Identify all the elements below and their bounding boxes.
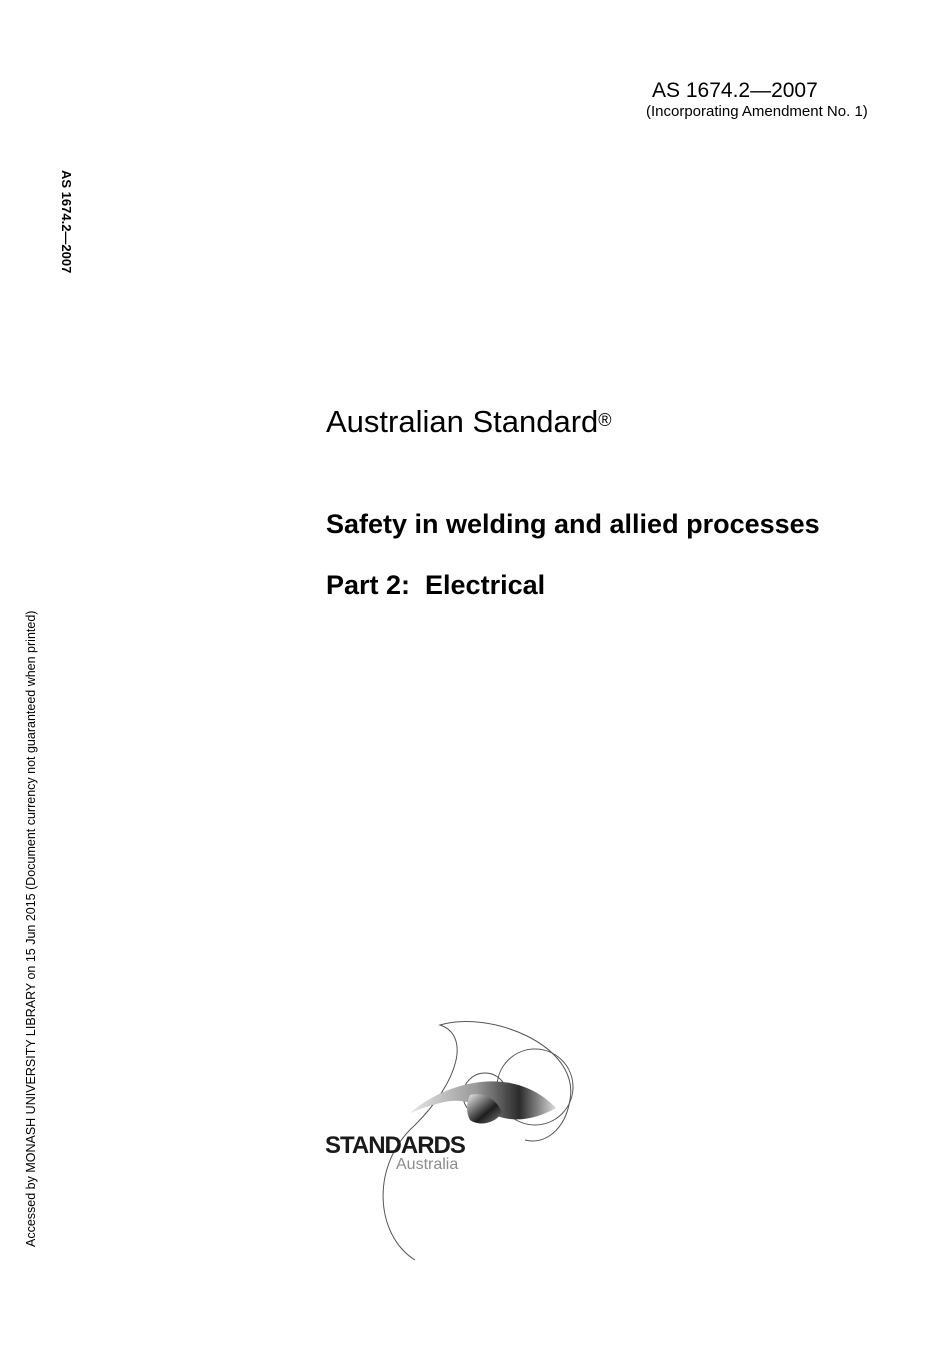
logo-word-australia: Australia xyxy=(396,1156,459,1173)
spine-label: AS 1674.2—2007 xyxy=(59,170,74,274)
standard-number: AS 1674.2—2007 xyxy=(652,79,818,102)
document-title: Safety in welding and allied processes xyxy=(326,509,820,539)
logo-word-standards: STANDARDS xyxy=(325,1132,465,1159)
document-part: Part 2: Electrical xyxy=(326,570,546,600)
series-title xyxy=(326,402,612,442)
standards-australia-logo xyxy=(320,1005,590,1270)
access-watermark: Accessed by MONASH UNIVERSITY LIBRARY on 15 Jun 2015 (Document currency not guaranteed when printed) xyxy=(24,610,38,1247)
amendment-note: (Incorporating Amendment No. 1) xyxy=(646,103,868,120)
registered-mark: ® xyxy=(598,410,612,430)
series-name: Australian Standard xyxy=(326,404,599,439)
